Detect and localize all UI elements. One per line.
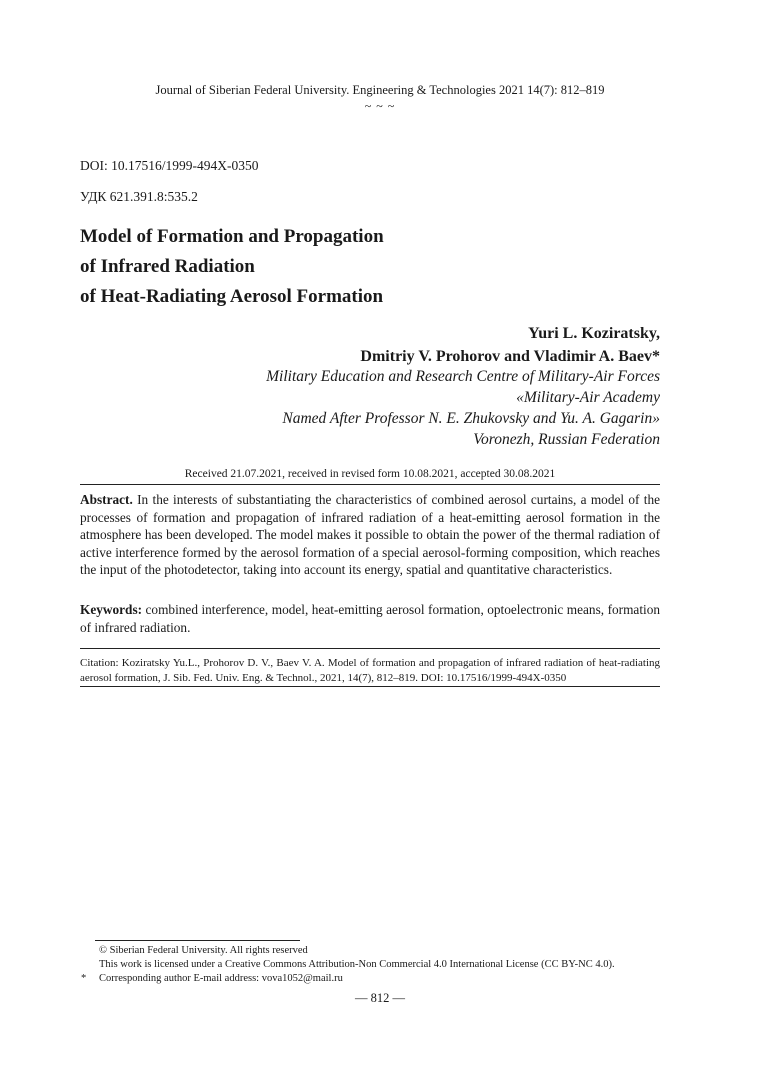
received-dates: Received 21.07.2021, received in revised form 10.08.2021, accepted 30.08.2021: [184, 468, 556, 480]
corresponding-author-note: Corresponding author E-mail address: vova1052@mail.ru: [99, 973, 343, 984]
title-line: Model of Formation and Propagation: [80, 226, 384, 247]
doi: DOI: 10.17516/1999-494X-0350: [80, 158, 259, 173]
article-title: [80, 222, 640, 312]
udk: УДК 621.391.8:535.2: [80, 189, 198, 204]
authors: [360, 322, 660, 368]
footnote-rule: [95, 940, 300, 941]
author-line: Yuri L. Koziratsky,: [528, 325, 660, 342]
journal-header: Journal of Siberian Federal University. Engineering & Technologies 2021 14(7): 812–819: [155, 83, 605, 97]
page-number: — 812 —: [355, 991, 405, 1005]
title-line: of Infrared Radiation: [80, 256, 255, 277]
abstract: [80, 491, 660, 579]
title-line: of Heat-Radiating Aerosol Formation: [80, 286, 384, 307]
abstract-label: Abstract.: [80, 492, 133, 507]
keywords-text: combined interference, model, heat-emitting aerosol formation, optoelectronic means, formation of infrared radiation.: [80, 602, 660, 635]
affiliation: [266, 366, 660, 450]
affiliation-line: Military Education and Research Centre of Military-Air Forces: [266, 368, 660, 385]
divider: [80, 686, 660, 687]
affiliation-line: Voronezh, Russian Federation: [473, 431, 660, 448]
footnote-marker: *: [81, 973, 87, 984]
affiliation-line: Named After Professor N. E. Zhukovsky and Yu. A. Gagarin»: [282, 410, 660, 427]
keywords-label: Keywords:: [80, 602, 143, 617]
license-note: This work is licensed under a Creative Commons Attribution-Non Commercial 4.0 International License (CC BY-NC 4.0).: [99, 959, 615, 970]
abstract-text: In the interests of substantiating the characteristics of combined aerosol curtains, a model of the processes of formation and propagation of infrared radiation of a heat-emitting aerosol formation in the atmosphere has been developed. The model makes it possible to obtain the power of the thermal radiation of active interference formed by the aerosol formation of a special aerosol-forming composition, which reaches the input of the photodetector, taking into account its energy, spatial and quantitative characteristics.: [80, 492, 660, 578]
affiliation-line: «Military-Air Academy: [516, 389, 660, 406]
citation: Citation: Koziratsky Yu.L., Prohorov D. V., Baev V. A. Model of formation and propagation of infrared radiation of heat-radiating aerosol formation, J. Sib. Fed. Univ. Eng. & Technol., 2021, 14(7), 812–819. DOI: 10.17516/1999-494X-0350: [80, 657, 660, 684]
divider: [80, 648, 660, 649]
keywords: [80, 601, 660, 636]
author-line: Dmitriy V. Prohorov and Vladimir A. Baev*: [360, 348, 660, 365]
copyright-note: © Siberian Federal University. All rights reserved: [99, 945, 308, 956]
header-separator: ~ ~ ~: [364, 99, 396, 113]
divider: [80, 484, 660, 485]
